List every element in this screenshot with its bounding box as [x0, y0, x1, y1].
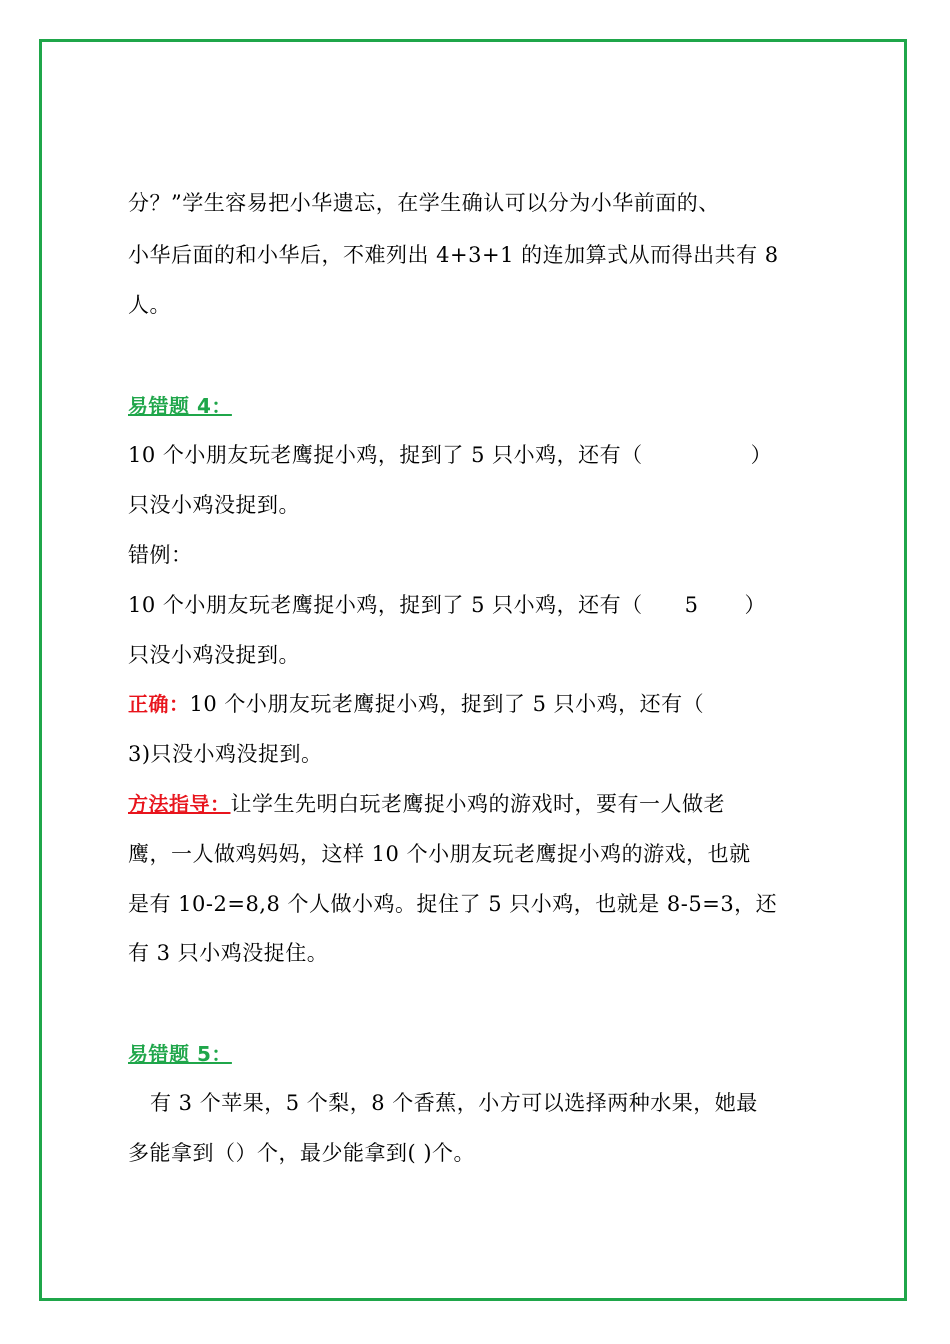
q4-method-line-1	[128, 789, 725, 819]
q4-wrong-label: 错例：	[128, 543, 193, 567]
q4-wrong-text: 10 个小朋友玩老鹰捉小鸡，捉到了 5 只小鸡，还有（	[128, 593, 643, 617]
q4-method-line-3: 是有 10-2=8,8 个人做小鸡。捉住了 5 只小鸡，也就是 8-5=3，还	[128, 892, 778, 916]
q4-method-line-2: 鹰，一人做鸡妈妈，这样 10 个小朋友玩老鹰捉小鸡的游戏，也就	[128, 842, 751, 866]
q4-method-text-1: 让学生先明白玩老鹰捉小鸡的游戏时，要有一人做老	[230, 792, 725, 816]
q5-heading: 易错题 5：	[128, 1042, 232, 1066]
q5-line-2: 多能拿到（）个，最少能拿到( )个。	[128, 1141, 476, 1165]
q4-question-line-2: 只没小鸡没捉到。	[128, 493, 300, 517]
q5-line-1: 有 3 个苹果，5 个梨，8 个香蕉，小方可以选择两种水果，她最	[150, 1091, 758, 1115]
q4-wrong-line-2: 只没小鸡没捉到。	[128, 643, 300, 667]
q4-correct-label: 正确：	[128, 692, 190, 716]
q4-method-line-4: 有 3 只小鸡没捉住。	[128, 941, 329, 965]
q4-correct-text: 10 个小朋友玩老鹰捉小鸡，捉到了 5 只小鸡，还有（	[189, 692, 705, 716]
q4-correct-line-1	[128, 689, 704, 719]
q4-question-text: 10 个小朋友玩老鹰捉小鸡，捉到了 5 只小鸡，还有（	[128, 443, 643, 467]
q4-method-label: 方法指导：	[128, 792, 231, 816]
q4-heading: 易错题 4：	[128, 394, 232, 418]
q4-question-close-paren: ）	[750, 443, 773, 467]
intro-line-1: 分？”学生容易把小华遗忘，在学生确认可以分为小华前面的、	[128, 191, 720, 215]
q4-correct-line-2: 3)只没小鸡没捉到。	[128, 742, 323, 766]
q4-question-line-1	[128, 440, 772, 470]
q4-wrong-answer: 5	[684, 593, 699, 617]
intro-line-2: 小华后面的和小华后，不难列出 4+3+1 的连加算式从而得出共有 8	[128, 243, 779, 267]
q4-wrong-line-1	[128, 590, 766, 620]
q4-wrong-close-paren: ）	[744, 593, 766, 617]
intro-line-3: 人。	[128, 293, 171, 317]
